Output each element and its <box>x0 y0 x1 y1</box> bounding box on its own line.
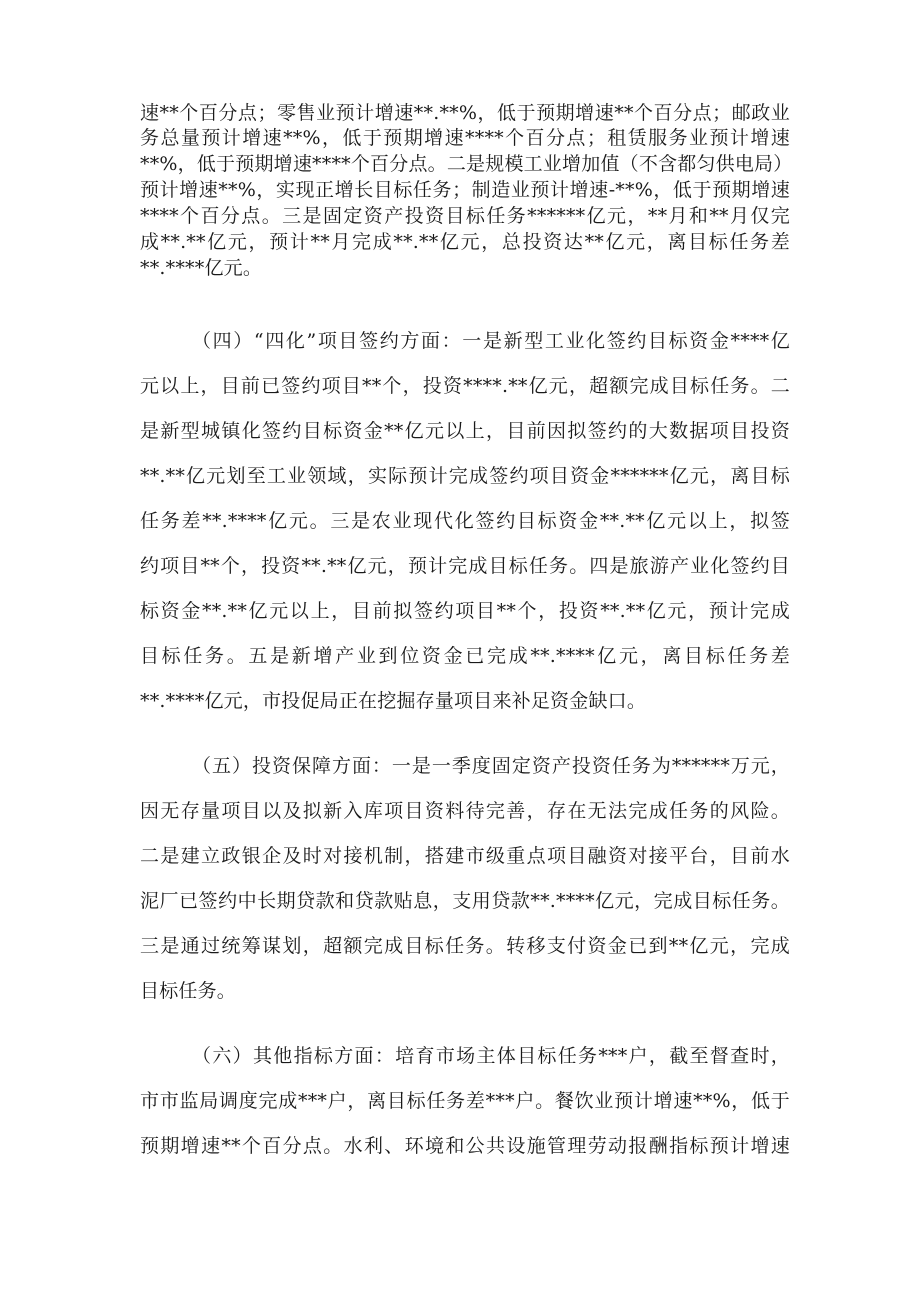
text-line: 是新型城镇化签约目标资金**亿元以上，目前因拟签约的大数据项目投资 <box>140 420 790 442</box>
text-line: （五）投资保障方面：一是一季度固定资产投资任务为******万元， <box>192 755 790 777</box>
text-line: 目标任务。 <box>140 980 237 1002</box>
text-line: 三是通过统筹谋划，超额完成目标任务。转移支付资金已到**亿元，完成 <box>140 935 790 957</box>
text-line: 速**个百分点；零售业预计增速**.**%，低于预期增速**个百分点；邮政业 <box>140 102 790 124</box>
text-line: 标资金**.**亿元以上，目前拟签约项目**个，投资**.**亿元，预计完成 <box>140 600 790 622</box>
text-line: **.**亿元划至工业领域，实际预计完成签约项目资金******亿元，离目标 <box>140 465 790 487</box>
text-line: （六）其他指标方面：培育市场主体目标任务***户，截至督查时， <box>192 1045 790 1067</box>
text-line: 二是建立政银企及时对接机制，搭建市级重点项目融资对接平台，目前水 <box>140 845 790 867</box>
text-line: 约项目**个，投资**.**亿元，预计完成目标任务。四是旅游产业化签约目 <box>140 555 790 577</box>
text-line: **%，低于预期增速****个百分点。二是规模工业增加值（不含都匀供电局） <box>140 153 793 175</box>
text-line: （四）“四化”项目签约方面：一是新型工业化签约目标资金****亿 <box>192 330 790 352</box>
text-line: ****个百分点。三是固定资产投资目标任务******亿元，**月和**月仅完 <box>140 205 790 227</box>
text-line: 预计增速**%，实现正增长目标任务；制造业预计增速-**%，低于预期增速 <box>140 179 790 201</box>
text-line: 市市监局调度完成***户，离目标任务差***户。餐饮业预计增速**%，低于 <box>140 1090 790 1112</box>
text-line: 泥厂已签约中长期贷款和贷款贴息，支用贷款**.****亿元，完成目标任务。 <box>140 890 790 912</box>
text-line: 元以上，目前已签约项目**个，投资****.**亿元，超额完成目标任务。二 <box>140 375 790 397</box>
text-line: 任务差**.****亿元。三是农业现代化签约目标资金**.**亿元以上，拟签 <box>140 510 790 532</box>
text-line: **.****亿元，市投促局正在挖掘存量项目来补足资金缺口。 <box>140 690 647 712</box>
text-line: **.****亿元。 <box>140 257 263 279</box>
text-line: 目标任务。五是新增产业到位资金已完成**.****亿元，离目标任务差 <box>140 645 790 667</box>
text-line: 务总量预计增速**%，低于预期增速****个百分点；租赁服务业预计增速 <box>140 127 790 149</box>
text-line: 成**.**亿元，预计**月完成**.**亿元，总投资达**亿元，离目标任务差 <box>140 231 790 253</box>
text-line: 因无存量项目以及拟新入库项目资料待完善，存在无法完成任务的风险。 <box>140 800 790 822</box>
text-line: 预期增速**个百分点。水利、环境和公共设施管理劳动报酬指标预计增速 <box>140 1135 790 1157</box>
